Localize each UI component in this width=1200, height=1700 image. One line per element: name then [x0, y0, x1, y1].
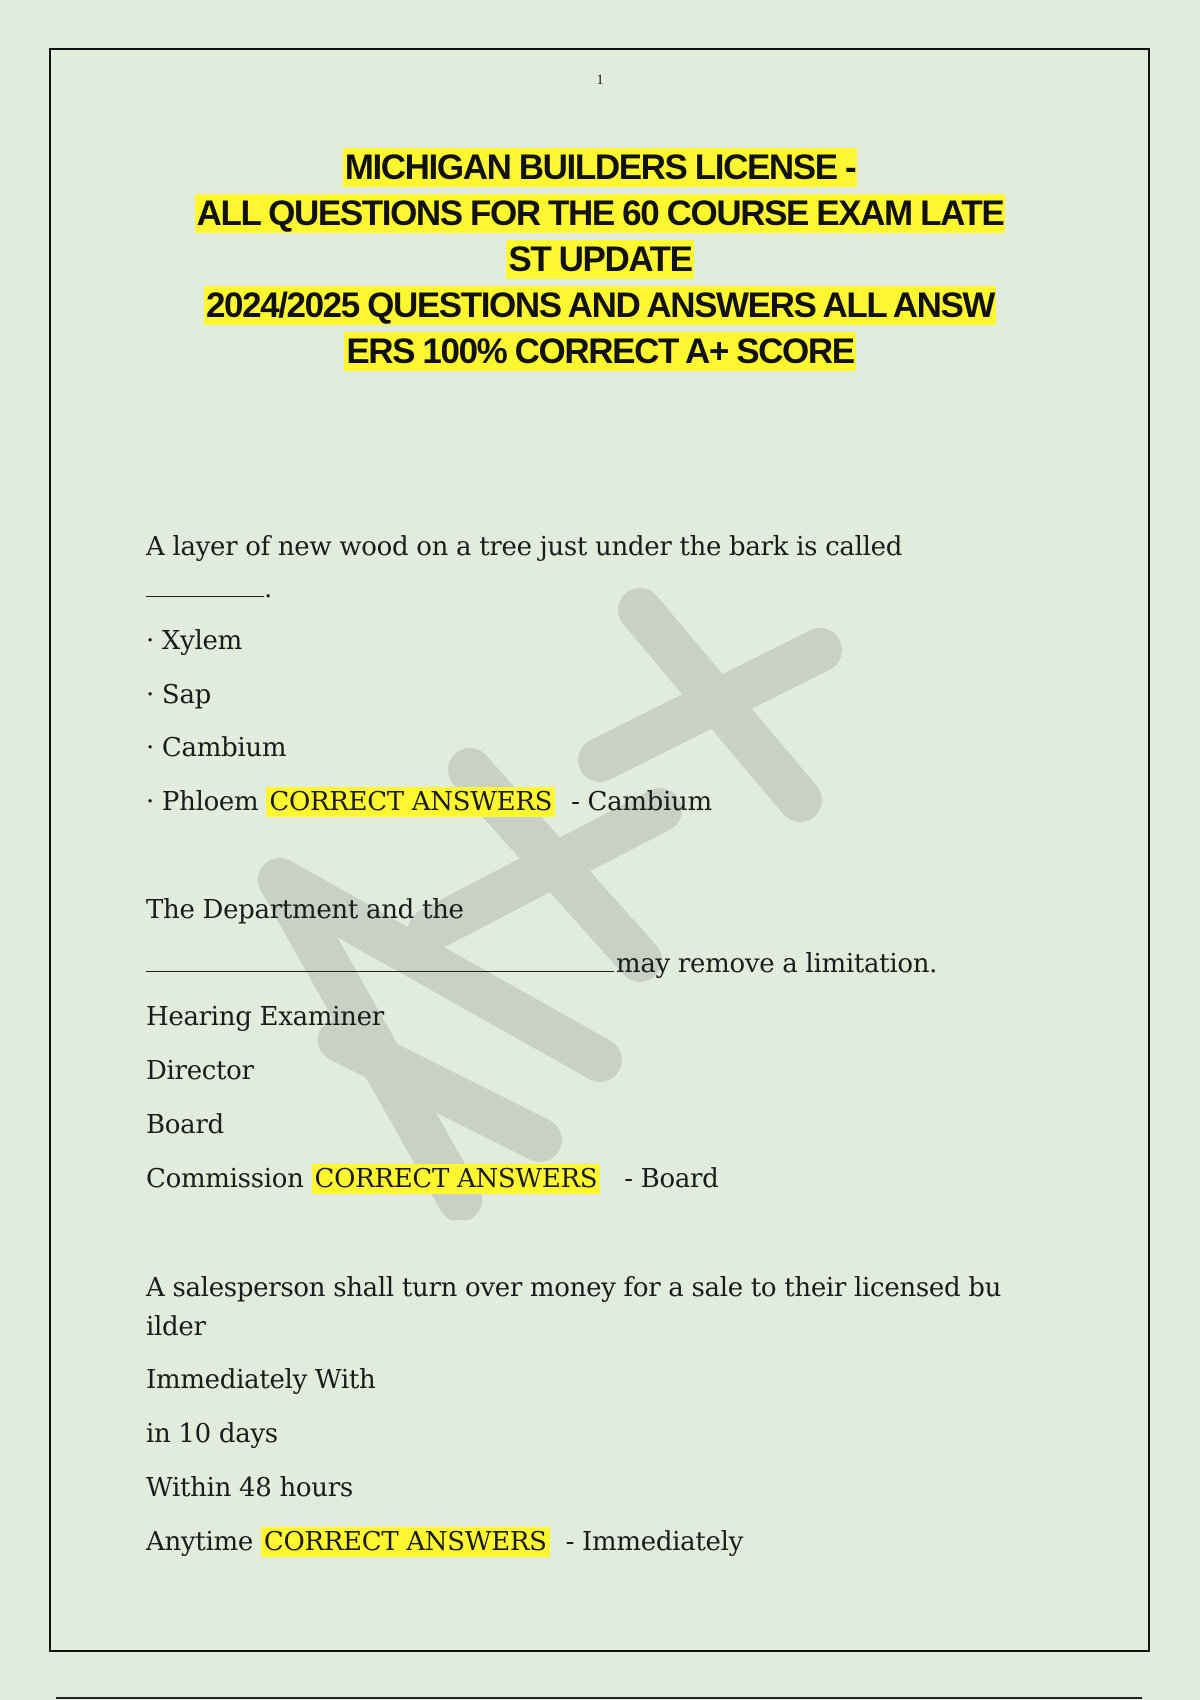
question-3-option-3: Within 48 hours	[146, 1473, 353, 1503]
page-number: 1	[596, 72, 604, 88]
question-1-blank-line	[146, 574, 272, 604]
question-1-answer: - Cambium	[571, 787, 712, 817]
title-line-2	[140, 191, 1060, 237]
question-2-blank-line	[146, 949, 937, 979]
next-page-edge	[56, 1697, 1142, 1699]
title-line-5	[140, 329, 1060, 375]
question-3-option-4: Anytime	[146, 1527, 253, 1557]
question-2-option-3: Board	[146, 1110, 224, 1140]
question-3-prompt: A salesperson shall turn over money for a sale to their licensed bu	[146, 1273, 1002, 1303]
question-1-prompt: A layer of new wood on a tree just under the bark is called	[146, 532, 903, 562]
title-line-1	[140, 145, 1060, 191]
question-2-prompt-end: may remove a limitation.	[616, 949, 938, 979]
title-line-1-text: MICHIGAN BUILDERS LICENSE -	[344, 148, 856, 187]
answer-blank	[146, 951, 614, 972]
title-line-4-text: 2024/2025 QUESTIONS AND ANSWERS ALL ANSW	[205, 286, 995, 325]
question-2-option-4: Commission	[146, 1164, 304, 1194]
correct-answers-highlight: CORRECT ANSWERS	[312, 1164, 601, 1194]
title-line-3-text: ST UPDATE	[508, 240, 692, 279]
title-line-4	[140, 283, 1060, 329]
question-1-option-3: · Cambium	[146, 733, 287, 763]
question-2-answer: - Board	[624, 1164, 719, 1194]
question-2-answer-row	[146, 1164, 719, 1194]
question-3-option-1: Immediately With	[146, 1365, 376, 1395]
question-2-prompt: The Department and the	[146, 895, 464, 925]
question-3-answer: - Immediately	[565, 1527, 744, 1557]
document-title	[140, 145, 1060, 375]
question-3-option-2: in 10 days	[146, 1419, 278, 1449]
title-line-2-text: ALL QUESTIONS FOR THE 60 COURSE EXAM LATE	[196, 194, 1004, 233]
question-3-prompt-continued: ilder	[146, 1312, 206, 1342]
question-2-option-2: Director	[146, 1056, 254, 1086]
correct-answers-highlight: CORRECT ANSWERS	[266, 787, 555, 817]
title-line-5-text: ERS 100% CORRECT A+ SCORE	[346, 332, 854, 371]
question-1-option-1: · Xylem	[146, 626, 242, 656]
question-3-answer-row	[146, 1527, 743, 1557]
correct-answers-highlight: CORRECT ANSWERS	[261, 1527, 550, 1557]
question-1-option-2: · Sap	[146, 680, 211, 710]
question-1-prompt-end: .	[264, 574, 272, 604]
question-1-option-4: · Phloem	[146, 787, 259, 817]
question-1-answer-row	[146, 787, 712, 817]
answer-blank	[146, 576, 264, 597]
title-line-3	[140, 237, 1060, 283]
question-2-option-1: Hearing Examiner	[146, 1002, 384, 1032]
